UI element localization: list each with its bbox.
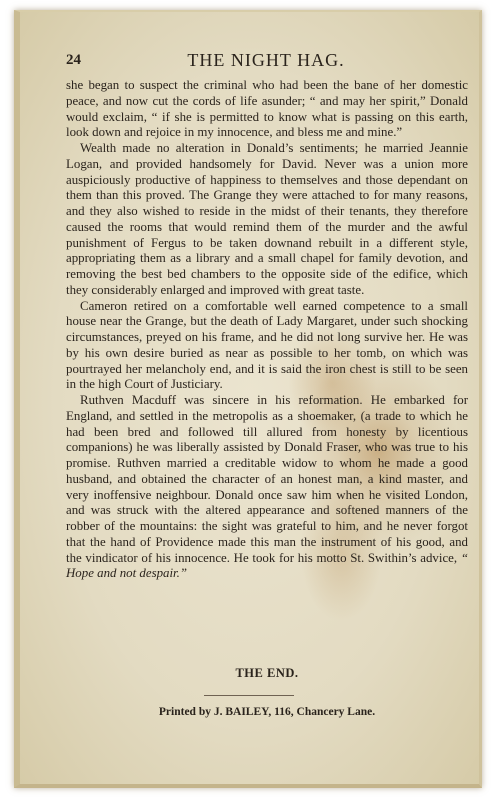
paragraph-cameron: Cameron retired on a comfortable well earned competence to a small house near the Grange, but the death of Lady Margaret, under such shocking circumstances, preyed on his frame, and he did not long survive her. He was by his own desire buried as near as possible to her tomb, on which was pourtrayed her melancholy end, and it is said the iron chest is still to be seen in the high Court of Justiciary. (66, 298, 468, 392)
divider-rule (204, 695, 294, 696)
body-text (66, 78, 468, 582)
paragraph-wealth: Wealth made no alteration in Donald’s sentiments; he married Jeannie Logan, and provided handsomely for David. Never was a union more auspiciously productive of happiness to themselves and those dependant on them than this proved. The Grange they were attached to for many reasons, and they also wished to reside in the midst of their tenants, they therefore caused the rooms that would remind them of the murder and the awful punishment of Fergus to be taken downand rebuilt in a different style, appropriating them as a library and a small chapel for family devotion, and removing the best bed chambers to the opposite side of the edifice, which they considerably enlarged and improved with great taste. (66, 141, 468, 297)
page-header (66, 50, 466, 70)
page-number: 24 (66, 52, 81, 68)
paragraph-ruthven (66, 393, 468, 582)
book-page (14, 10, 482, 788)
the-end-heading: THE END. (235, 666, 299, 680)
running-title: THE NIGHT HAG. (187, 50, 345, 70)
printer-imprint: Printed by J. BAILEY, 116, Chancery Lane. (158, 706, 376, 718)
motto: “ Hope and not despair.” (66, 550, 468, 581)
paragraph-continuation: she began to suspect the criminal who had been the bane of her domestic peace, and now cut the cords of life asunder; “ and may her spirit,” Donald would exclaim, “ if she is permitted to know what is passing on this earth, look down and rejoice in my innocence, and bless me and mine.” (66, 78, 468, 140)
paragraph-ruthven-text: Ruthven Macduff was sincere in his reformation. He embarked for England, and settled in the metropolis as a shoemaker, (a trade to which he had been bred and followed till allured from honesty by licentious companions) he was liberally assisted by Donald Fraser, who was true to his promise. Ruthven married a creditable widow to whom he made a good husband, and obtained the character of an honest man, a kind master, and very inoffensive neighbour. Donald once saw him when he visited London, and was struck with the altered appearance and softened manners of the robber of the mountains: the sight was grateful to him, and he never forgot that the hand of Providence made this man the instrument of his good, and the vindicator of his innocence. He took for his motto St. Swithin’s advice, (66, 393, 468, 565)
